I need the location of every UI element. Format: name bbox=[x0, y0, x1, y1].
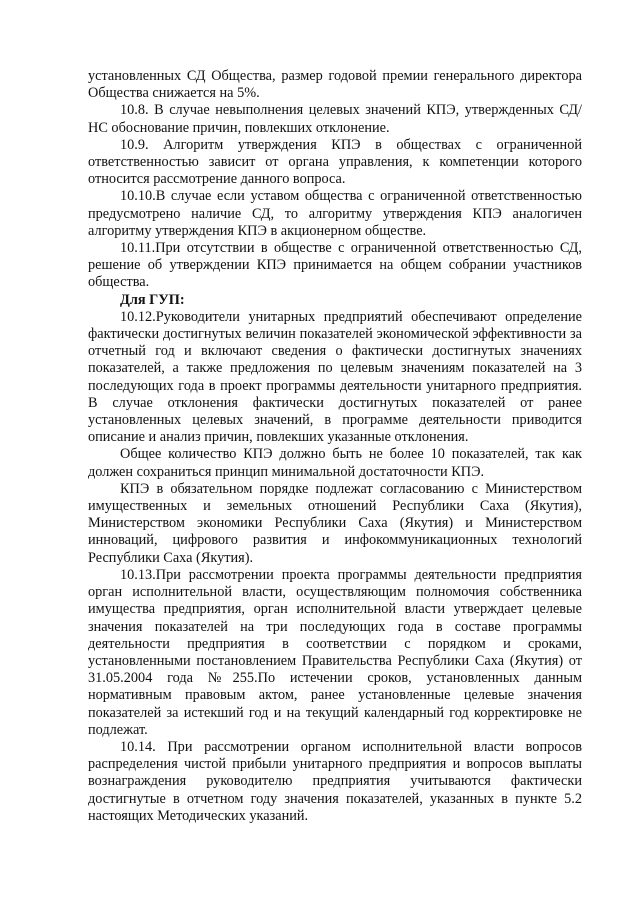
paragraph-10-10: 10.10.В случае если уставом общества с ограниченной ответственностью предусмотрено наличие СД, то алгоритму утверждения КПЭ аналогичен алгоритму утверждения КПЭ в акционерном обществе. bbox=[88, 188, 582, 239]
section-heading-gup: Для ГУП: bbox=[120, 291, 185, 308]
paragraph-continuation: установленных СД Общества, размер годовой премии генерального директора Общества снижается на 5%. bbox=[88, 68, 582, 102]
paragraph-10-14: 10.14. При рассмотрении органом исполнительной власти вопросов распределения чистой прибыли унитарного предприятия и вопросов выплаты вознаграждения руководителю предприятия учитываются фактически достигнутые в отчетном году значения показателей, указанных в пункте 5.2 настоящих Методических указаний. bbox=[88, 738, 582, 824]
paragraph-10-13: 10.13.При рассмотрении проекта программы деятельности предприятия орган исполнительной власти, осуществляющим полномочия собственника имущества предприятия, орган исполнительной власти утверждает целевые значения показателей на три последующих года в составе программы деятельности предприятия в соответствии с порядком и сроками, установленными постановлением Правительства Республики Саха (Якутия) от 31.05.2004 года №255.По истечении сроков, установленных данным нормативным правовым актом, ранее установленные целевые значения показателей за истекший год и на текущий календарный год корректировке не подлежат. bbox=[88, 566, 582, 738]
paragraph-10-8: 10.8. В случае невыполнения целевых значений КПЭ, утвержденных СД/ НС обоснование причин, повлекших отклонение. bbox=[88, 102, 582, 136]
paragraph-10-11: 10.11.При отсутствии в обществе с ограниченной ответственностью СД, решение об утверждении КПЭ принимается на общем собрании участников общества. bbox=[88, 240, 582, 291]
paragraph-10-12: 10.12.Руководители унитарных предприятий обеспечивают определение фактически достигнутых величин показателей экономической эффективности за отчетный год и включают сведения о фактически достигнутых значениях показателей, а также предложения по целевым значениям показателей на 3 последующих года в проект программы деятельности унитарного предприятия. В случае отклонения фактически достигнутых показателей от ранее установленных целевых значений, в программе деятельности приводится описание и анализ причин, повлекших указанные отклонения. bbox=[88, 308, 582, 446]
document-body bbox=[88, 68, 582, 825]
paragraph-kpi-count: Общее количество КПЭ должно быть не более 10 показателей, так как должен сохраниться принцип минимальной достаточности КПЭ. bbox=[88, 446, 582, 480]
paragraph-kpi-approval: КПЭ в обязательном порядке подлежат согласованию с Министерством имущественных и земельных отношений Республики Саха (Якутия), Министерством экономики Республики Саха (Якутия) и Министерством инноваций, цифрового развития и инфокоммуникационных технологий Республики Саха (Якутия). bbox=[88, 480, 582, 566]
paragraph-10-9: 10.9. Алгоритм утверждения КПЭ в обществах с ограниченной ответственностью зависит от органа управления, к компетенции которого относится рассмотрение данного вопроса. bbox=[88, 136, 582, 188]
